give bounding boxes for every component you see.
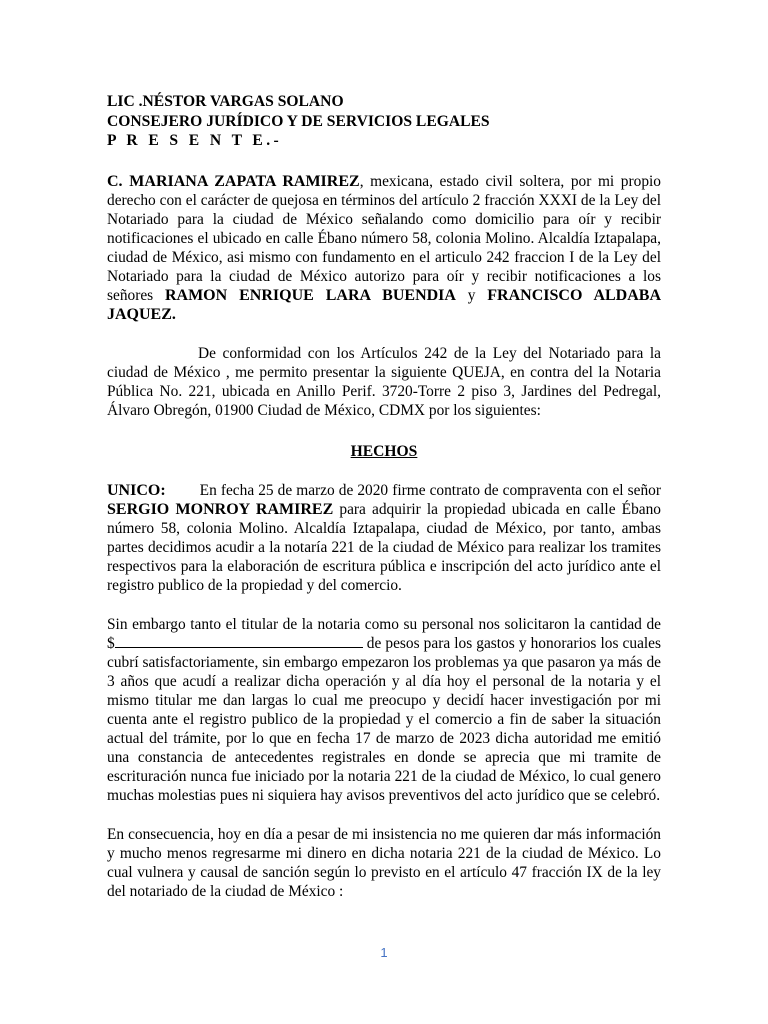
presente-line: P R E S E N T E.- [107,132,283,149]
conformidad-paragraph: De conformidad con los Artículos 242 de la Ley del Notariado para la ciudad de México , me permito presentar la siguiente QUEJA, en contra del la Notaria Pública No. 221, ubicada en Anillo Perif. 3720-Torre 2 piso 3, Jardines del Pedregal, Álvaro Obregón, 01900 Ciudad de México, CDMX por los siguientes: [107,344,661,419]
consecuencia-paragraph: En consecuencia, hoy en día a pesar de mi insistencia no me quieren dar más información y mucho menos regresarme mi dinero en dicha notaria 221 de la ciudad de México. Lo cual vulnera y causal de sanción según lo previsto en el artículo 47 fracción IX de la ley del notariado de la ciudad de México : [107,825,661,900]
authorized-person-2: FRANCISCO ALDABA JAQUEZ. [107,286,662,323]
hechos-heading: HECHOS [350,442,418,460]
recipient-title: CONSEJERO JURÍDICO Y DE SERVICIOS LEGALES [107,112,490,130]
complainant-name: C. MARIANA ZAPATA RAMIREZ [107,172,360,190]
page-number: 1 [380,945,388,960]
unico-label: UNICO: [107,481,166,499]
authorized-person-1: RAMON ENRIQUE LARA BUENDIA [164,286,456,304]
document-page [107,92,661,901]
unico-paragraph: UNICO: En fecha 25 de marzo de 2020 firme contrato de compraventa con el señor SERGIO MONROY RAMIREZ para adquirir la propiedad ubicada en calle Ébano número 58, colonia Molino. Alcaldía Iztapalapa, ciudad de México, por tanto, ambas partes decidimos acudir a la notaría 221 de la ciudad de México para realizar los tramites respectivos para la elaboración de escritura pública e inscripción del acto jurídico ante el registro publico de la propiedad y del comercio. [107,481,661,594]
recipient-name: LIC .NÉSTOR VARGAS SOLANO [107,93,344,110]
amount-blank-line [115,634,363,648]
embargo-paragraph: Sin embargo tanto el titular de la notaria como su personal nos solicitaron la cantidad de $ de pesos para los gastos y honorarios los cuales cubrí satisfactoriamente, sin embargo empezaron los problemas ya que pasaron ya más de 3 años que acudí a realizar dicha operación y al día hoy el personal de la notaria y el mismo titular me dan largas lo cual me preocupo y decidí hacer investigación por mi cuenta ante el registro publico de la propiedad y el comercio a fin de saber la situación actual del trámite, por lo que en fecha 17 de marzo de 2023 dicha autoridad me emitió una constancia de antecedentes registrales en donde se aprecia que mi tramite de escrituración nunca fue iniciado por la notaria 221 de la ciudad de México, lo cual genero muchas molestias pues ni siquiera hay avisos preventivos del acto jurídico que se celebró. [107,615,661,804]
seller-name: SERGIO MONROY RAMIREZ [107,500,334,518]
intro-paragraph: C. MARIANA ZAPATA RAMIREZ, mexicana, estado civil soltera, por mi propio derecho con el carácter de quejosa en términos del artículo 2 fracción XXXI de la Ley del Notariado para la ciudad de México señalando como domicilio para oír y recibir notificaciones el ubicado en calle Ébano número 58, colonia Molino. Alcaldía Iztapalapa, ciudad de México, asi mismo con fundamento en el articulo 242 fraccion I de la Ley del Notariado para la ciudad de México autorizo para oír y recibir notificaciones a los señores RAMON ENRIQUE LARA BUENDIA y FRANCISCO ALDABA JAQUEZ. [107,172,662,323]
